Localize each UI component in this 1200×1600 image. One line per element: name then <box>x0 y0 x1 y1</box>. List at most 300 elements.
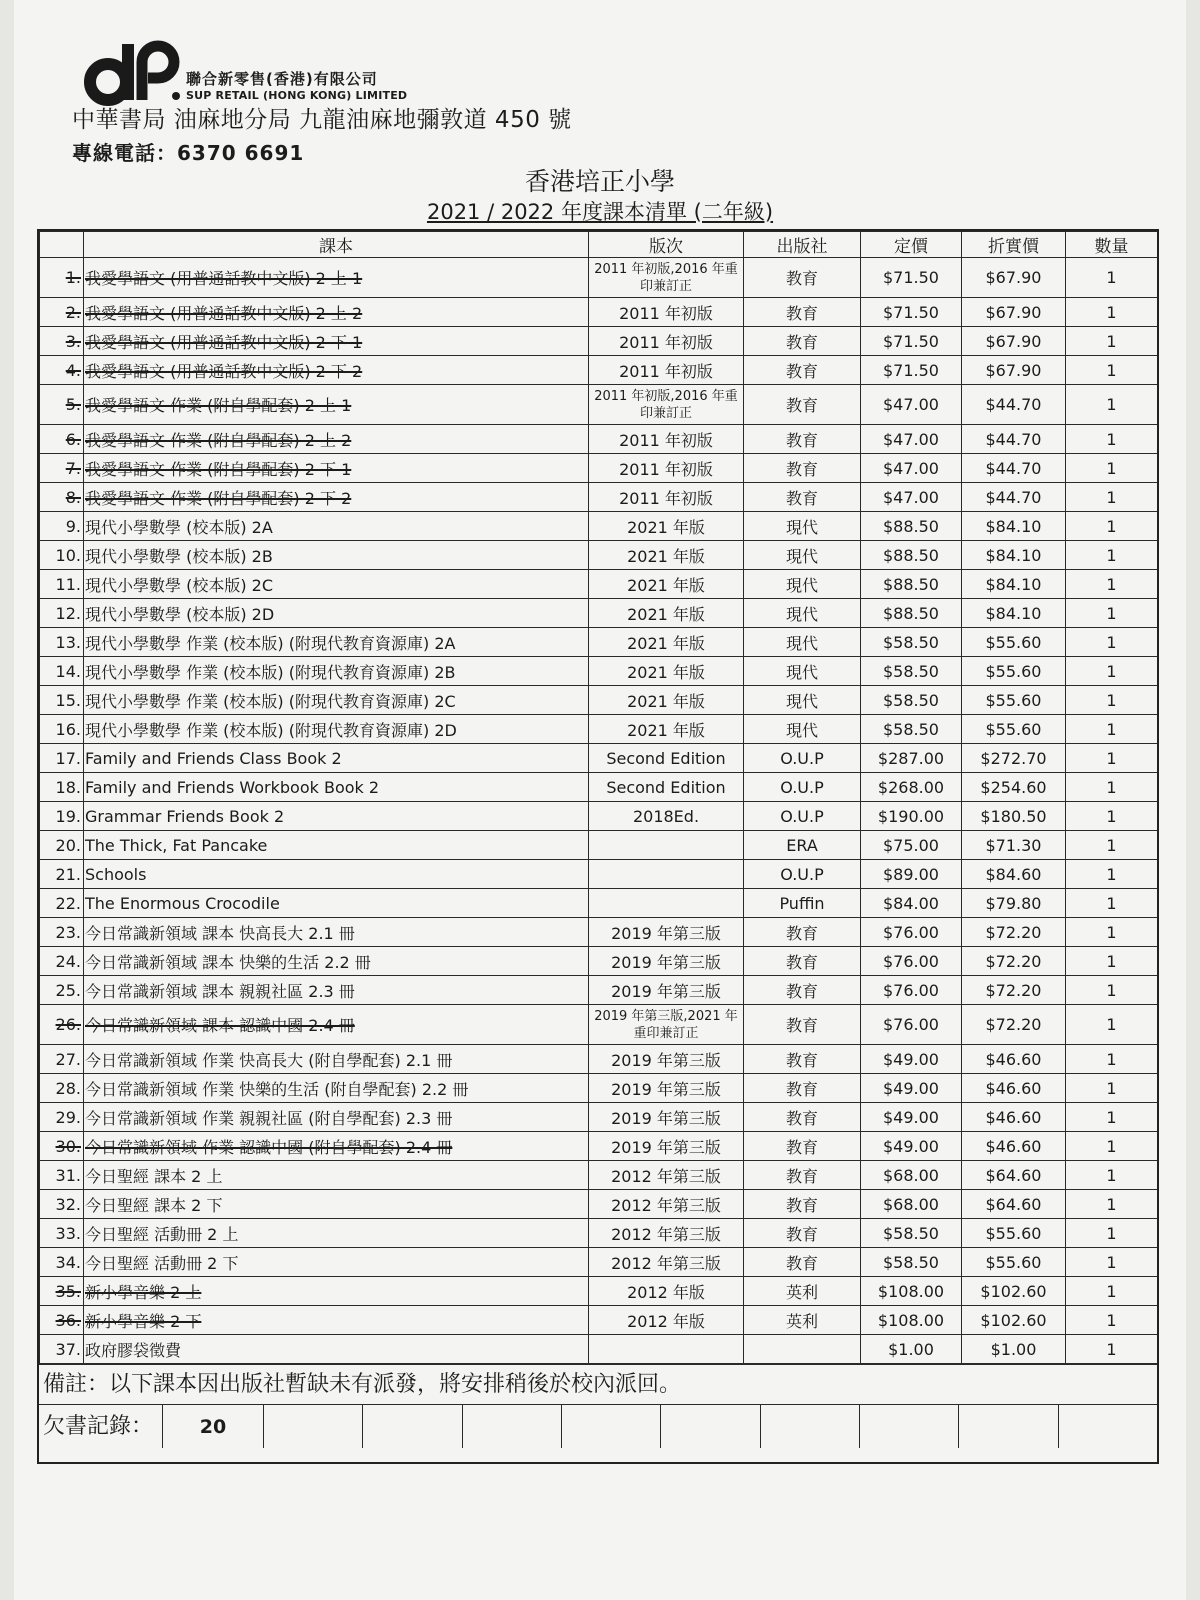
quantity-cell: 1 <box>1066 1277 1158 1306</box>
discount-price-cell: $55.60 <box>962 1219 1066 1248</box>
row-number-cell: 8. <box>40 483 84 512</box>
book-title-cell: The Thick, Fat Pancake <box>84 831 589 860</box>
hotline-number: 專線電話：6370 6691 <box>72 141 305 165</box>
column-header-price: 定價 <box>861 232 962 258</box>
edition-cell: 2021 年版 <box>589 541 744 570</box>
publisher-cell: O.U.P <box>744 802 861 831</box>
sup-logo-icon <box>84 38 184 108</box>
list-price-cell: $71.50 <box>861 258 962 298</box>
quantity-cell: 1 <box>1066 425 1158 454</box>
owed-record-row <box>39 1404 1157 1448</box>
edition-cell <box>589 860 744 889</box>
table-row <box>40 356 1158 385</box>
edition-cell: 2012 年第三版 <box>589 1219 744 1248</box>
list-price-cell: $47.00 <box>861 483 962 512</box>
row-number-cell: 10. <box>40 541 84 570</box>
list-price-cell: $49.00 <box>861 1074 962 1103</box>
row-number-cell: 7. <box>40 454 84 483</box>
book-title-cell: 我愛學語文 (用普通話教中文版) 2 上 1 <box>84 258 589 298</box>
list-price-cell: $58.50 <box>861 1248 962 1277</box>
table-row <box>40 298 1158 327</box>
edition-cell: 2021 年版 <box>589 512 744 541</box>
publisher-cell: 現代 <box>744 657 861 686</box>
list-price-cell: $75.00 <box>861 831 962 860</box>
edition-cell: 2021 年版 <box>589 599 744 628</box>
company-name-english: SUP RETAIL (HONG KONG) LIMITED <box>186 89 408 102</box>
publisher-cell: 教育 <box>744 918 861 947</box>
list-price-cell: $47.00 <box>861 385 962 425</box>
publisher-cell: 教育 <box>744 454 861 483</box>
row-number-cell: 29. <box>40 1103 84 1132</box>
publisher-cell: 教育 <box>744 1005 861 1045</box>
owed-record-cell <box>264 1405 363 1448</box>
table-row <box>40 541 1158 570</box>
publisher-cell: O.U.P <box>744 773 861 802</box>
column-header-discount: 折實價 <box>962 232 1066 258</box>
list-price-cell: $47.00 <box>861 425 962 454</box>
edition-cell <box>589 889 744 918</box>
list-price-cell: $108.00 <box>861 1306 962 1335</box>
discount-price-cell: $67.90 <box>962 258 1066 298</box>
table-row <box>40 1190 1158 1219</box>
row-number-cell: 35. <box>40 1277 84 1306</box>
quantity-cell: 1 <box>1066 744 1158 773</box>
list-price-cell: $49.00 <box>861 1132 962 1161</box>
edition-cell: 2011 年初版,2016 年重印兼訂正 <box>589 258 744 298</box>
list-price-cell: $58.50 <box>861 657 962 686</box>
owed-record-cell <box>860 1405 959 1448</box>
publisher-cell: 教育 <box>744 1219 861 1248</box>
discount-price-cell: $254.60 <box>962 773 1066 802</box>
discount-price-cell: $44.70 <box>962 385 1066 425</box>
quantity-cell: 1 <box>1066 1335 1158 1364</box>
book-title-cell: 今日聖經 活動冊 2 上 <box>84 1219 589 1248</box>
discount-price-cell: $72.20 <box>962 947 1066 976</box>
book-title-cell: 現代小學數學 (校本版) 2D <box>84 599 589 628</box>
discount-price-cell: $79.80 <box>962 889 1066 918</box>
edition-cell: 2012 年版 <box>589 1306 744 1335</box>
discount-price-cell: $102.60 <box>962 1306 1066 1335</box>
publisher-cell: 教育 <box>744 1248 861 1277</box>
quantity-cell: 1 <box>1066 1248 1158 1277</box>
publisher-cell: 現代 <box>744 512 861 541</box>
quantity-cell: 1 <box>1066 918 1158 947</box>
quantity-cell: 1 <box>1066 512 1158 541</box>
quantity-cell: 1 <box>1066 686 1158 715</box>
book-list-table <box>39 231 1158 1364</box>
list-price-cell: $190.00 <box>861 802 962 831</box>
publisher-cell: 教育 <box>744 356 861 385</box>
row-number-cell: 23. <box>40 918 84 947</box>
edition-cell: 2011 年初版 <box>589 356 744 385</box>
quantity-cell: 1 <box>1066 356 1158 385</box>
publisher-cell: 現代 <box>744 628 861 657</box>
quantity-cell: 1 <box>1066 947 1158 976</box>
discount-price-cell: $84.10 <box>962 570 1066 599</box>
row-number-cell: 2. <box>40 298 84 327</box>
publisher-cell: 現代 <box>744 541 861 570</box>
book-list-sheet <box>37 229 1159 1464</box>
row-number-cell: 32. <box>40 1190 84 1219</box>
table-row <box>40 1074 1158 1103</box>
owed-record-label: 欠書記錄： <box>39 1405 163 1448</box>
quantity-cell: 1 <box>1066 1132 1158 1161</box>
list-price-cell: $58.50 <box>861 686 962 715</box>
owed-record-cell <box>959 1405 1058 1448</box>
list-price-cell: $1.00 <box>861 1335 962 1364</box>
book-rows <box>40 258 1158 1364</box>
publisher-cell: Puffin <box>744 889 861 918</box>
list-price-cell: $71.50 <box>861 327 962 356</box>
edition-cell: 2021 年版 <box>589 628 744 657</box>
discount-price-cell: $72.20 <box>962 918 1066 947</box>
discount-price-cell: $84.10 <box>962 541 1066 570</box>
list-price-cell: $88.50 <box>861 570 962 599</box>
list-price-cell: $76.00 <box>861 1005 962 1045</box>
edition-cell: 2011 年初版,2016 年重印兼訂正 <box>589 385 744 425</box>
discount-price-cell: $180.50 <box>962 802 1066 831</box>
edition-cell: 2019 年第三版 <box>589 918 744 947</box>
quantity-cell: 1 <box>1066 570 1158 599</box>
table-row <box>40 1248 1158 1277</box>
edition-cell: 2011 年初版 <box>589 327 744 356</box>
book-title-cell: 今日常識新領域 課本 快高長大 2.1 冊 <box>84 918 589 947</box>
company-name-chinese: 聯合新零售(香港)有限公司 <box>186 70 378 88</box>
owed-record-cell <box>761 1405 860 1448</box>
book-title-cell: 今日聖經 活動冊 2 下 <box>84 1248 589 1277</box>
owed-record-cell <box>562 1405 661 1448</box>
book-title-cell: 今日常識新領域 課本 認識中國 2.4 冊 <box>84 1005 589 1045</box>
discount-price-cell: $64.60 <box>962 1190 1066 1219</box>
book-title-cell: 新小學音樂 2 上 <box>84 1277 589 1306</box>
discount-price-cell: $72.20 <box>962 1005 1066 1045</box>
row-number-cell: 27. <box>40 1045 84 1074</box>
table-row <box>40 1005 1158 1045</box>
owed-record-cell <box>463 1405 562 1448</box>
row-number-cell: 13. <box>40 628 84 657</box>
publisher-cell: 教育 <box>744 327 861 356</box>
discount-price-cell: $46.60 <box>962 1132 1066 1161</box>
book-title-cell: 我愛學語文 (用普通話教中文版) 2 下 1 <box>84 327 589 356</box>
edition-cell: Second Edition <box>589 744 744 773</box>
discount-price-cell: $55.60 <box>962 686 1066 715</box>
table-row <box>40 918 1158 947</box>
row-number-cell: 25. <box>40 976 84 1005</box>
edition-cell <box>589 831 744 860</box>
edition-cell: 2021 年版 <box>589 686 744 715</box>
quantity-cell: 1 <box>1066 1005 1158 1045</box>
book-title-cell: 今日聖經 課本 2 下 <box>84 1190 589 1219</box>
table-row <box>40 686 1158 715</box>
row-number-cell: 26. <box>40 1005 84 1045</box>
table-row <box>40 599 1158 628</box>
quantity-cell: 1 <box>1066 802 1158 831</box>
book-title-cell: 我愛學語文 (用普通話教中文版) 2 上 2 <box>84 298 589 327</box>
row-number-cell: 19. <box>40 802 84 831</box>
list-price-cell: $84.00 <box>861 889 962 918</box>
table-row <box>40 715 1158 744</box>
quantity-cell: 1 <box>1066 298 1158 327</box>
edition-cell: 2012 年版 <box>589 1277 744 1306</box>
publisher-cell: 現代 <box>744 686 861 715</box>
table-row <box>40 802 1158 831</box>
owed-record-cell <box>661 1405 760 1448</box>
edition-cell: 2019 年第三版 <box>589 947 744 976</box>
quantity-cell: 1 <box>1066 258 1158 298</box>
column-header-quantity: 數量 <box>1066 232 1158 258</box>
table-row <box>40 425 1158 454</box>
owed-record-cell <box>1059 1405 1157 1448</box>
list-price-cell: $58.50 <box>861 628 962 657</box>
row-number-cell: 6. <box>40 425 84 454</box>
discount-price-cell: $67.90 <box>962 327 1066 356</box>
publisher-cell: 教育 <box>744 425 861 454</box>
book-title-cell: 現代小學數學 作業 (校本版) (附現代教育資源庫) 2B <box>84 657 589 686</box>
table-row <box>40 947 1158 976</box>
discount-price-cell: $46.60 <box>962 1045 1066 1074</box>
quantity-cell: 1 <box>1066 976 1158 1005</box>
list-title: 2021 / 2022 年度課本清單 (二年級) <box>426 200 774 224</box>
publisher-cell: 英利 <box>744 1277 861 1306</box>
quantity-cell: 1 <box>1066 1161 1158 1190</box>
publisher-cell: 現代 <box>744 599 861 628</box>
discount-price-cell: $84.60 <box>962 860 1066 889</box>
publisher-cell: O.U.P <box>744 744 861 773</box>
discount-price-cell: $46.60 <box>962 1074 1066 1103</box>
edition-cell: Second Edition <box>589 773 744 802</box>
discount-price-cell: $46.60 <box>962 1103 1066 1132</box>
list-price-cell: $88.50 <box>861 541 962 570</box>
branch-address: 中華書局 油麻地分局 九龍油麻地彌敦道 450 號 <box>72 107 572 133</box>
table-row <box>40 889 1158 918</box>
list-price-cell: $49.00 <box>861 1045 962 1074</box>
edition-cell: 2011 年初版 <box>589 425 744 454</box>
school-name: 香港培正小學 <box>524 167 675 196</box>
list-price-cell: $88.50 <box>861 512 962 541</box>
row-number-cell: 9. <box>40 512 84 541</box>
table-row <box>40 1045 1158 1074</box>
quantity-cell: 1 <box>1066 454 1158 483</box>
row-number-cell: 20. <box>40 831 84 860</box>
discount-price-cell: $44.70 <box>962 483 1066 512</box>
table-header-row <box>40 232 1158 258</box>
publisher-cell: 教育 <box>744 1161 861 1190</box>
discount-price-cell: $67.90 <box>962 298 1066 327</box>
quantity-cell: 1 <box>1066 657 1158 686</box>
discount-price-cell: $84.10 <box>962 599 1066 628</box>
quantity-cell: 1 <box>1066 715 1158 744</box>
book-title-cell: 今日常識新領域 作業 認識中國 (附自學配套) 2.4 冊 <box>84 1132 589 1161</box>
edition-cell: 2011 年初版 <box>589 454 744 483</box>
row-number-cell: 36. <box>40 1306 84 1335</box>
quantity-cell: 1 <box>1066 541 1158 570</box>
edition-cell: 2021 年版 <box>589 570 744 599</box>
edition-cell: 2012 年第三版 <box>589 1190 744 1219</box>
discount-price-cell: $272.70 <box>962 744 1066 773</box>
quantity-cell: 1 <box>1066 860 1158 889</box>
discount-price-cell: $44.70 <box>962 425 1066 454</box>
list-price-cell: $58.50 <box>861 1219 962 1248</box>
row-number-cell: 16. <box>40 715 84 744</box>
table-row <box>40 327 1158 356</box>
publisher-cell: 教育 <box>744 258 861 298</box>
table-row <box>40 860 1158 889</box>
discount-price-cell: $55.60 <box>962 628 1066 657</box>
edition-cell: 2012 年第三版 <box>589 1161 744 1190</box>
discount-price-cell: $71.30 <box>962 831 1066 860</box>
row-number-cell: 21. <box>40 860 84 889</box>
book-title-cell: 現代小學數學 作業 (校本版) (附現代教育資源庫) 2C <box>84 686 589 715</box>
row-number-cell: 4. <box>40 356 84 385</box>
edition-cell <box>589 1335 744 1364</box>
book-title-cell: 現代小學數學 (校本版) 2A <box>84 512 589 541</box>
edition-cell: 2018Ed. <box>589 802 744 831</box>
edition-cell: 2019 年第三版 <box>589 1103 744 1132</box>
table-row <box>40 1161 1158 1190</box>
table-row <box>40 570 1158 599</box>
list-price-cell: $268.00 <box>861 773 962 802</box>
quantity-cell: 1 <box>1066 773 1158 802</box>
book-title-cell: 今日常識新領域 作業 快樂的生活 (附自學配套) 2.2 冊 <box>84 1074 589 1103</box>
list-price-cell: $68.00 <box>861 1190 962 1219</box>
book-title-cell: 現代小學數學 (校本版) 2C <box>84 570 589 599</box>
list-price-cell: $76.00 <box>861 976 962 1005</box>
row-number-cell: 15. <box>40 686 84 715</box>
list-price-cell: $71.50 <box>861 356 962 385</box>
row-number-cell: 34. <box>40 1248 84 1277</box>
book-title-cell: 今日常識新領域 作業 快高長大 (附自學配套) 2.1 冊 <box>84 1045 589 1074</box>
row-number-cell: 1. <box>40 258 84 298</box>
book-title-cell: 我愛學語文 作業 (附自學配套) 2 上 1 <box>84 385 589 425</box>
quantity-cell: 1 <box>1066 1103 1158 1132</box>
table-row <box>40 1306 1158 1335</box>
list-price-cell: $58.50 <box>861 715 962 744</box>
row-number-cell: 31. <box>40 1161 84 1190</box>
row-number-cell: 18. <box>40 773 84 802</box>
quantity-cell: 1 <box>1066 1219 1158 1248</box>
edition-cell: 2019 年第三版 <box>589 1045 744 1074</box>
publisher-cell: 教育 <box>744 947 861 976</box>
row-number-cell: 14. <box>40 657 84 686</box>
publisher-cell: 教育 <box>744 1103 861 1132</box>
publisher-cell: 教育 <box>744 483 861 512</box>
publisher-cell: 現代 <box>744 570 861 599</box>
discount-price-cell: $84.10 <box>962 512 1066 541</box>
table-row <box>40 773 1158 802</box>
row-number-cell: 24. <box>40 947 84 976</box>
edition-cell: 2019 年第三版 <box>589 1132 744 1161</box>
quantity-cell: 1 <box>1066 628 1158 657</box>
list-price-cell: $71.50 <box>861 298 962 327</box>
book-title-cell: 現代小學數學 作業 (校本版) (附現代教育資源庫) 2A <box>84 628 589 657</box>
discount-price-cell: $64.60 <box>962 1161 1066 1190</box>
edition-cell: 2021 年版 <box>589 657 744 686</box>
edition-cell: 2021 年版 <box>589 715 744 744</box>
publisher-cell: 教育 <box>744 298 861 327</box>
table-row <box>40 831 1158 860</box>
list-price-cell: $89.00 <box>861 860 962 889</box>
list-price-cell: $88.50 <box>861 599 962 628</box>
book-title-cell: 今日聖經 課本 2 上 <box>84 1161 589 1190</box>
book-title-cell: 今日常識新領域 課本 快樂的生活 2.2 冊 <box>84 947 589 976</box>
row-number-cell: 17. <box>40 744 84 773</box>
row-number-cell: 30. <box>40 1132 84 1161</box>
quantity-cell: 1 <box>1066 1045 1158 1074</box>
discount-price-cell: $55.60 <box>962 1248 1066 1277</box>
quantity-cell: 1 <box>1066 483 1158 512</box>
discount-price-cell: $44.70 <box>962 454 1066 483</box>
discount-price-cell: $55.60 <box>962 657 1066 686</box>
publisher-cell: 英利 <box>744 1306 861 1335</box>
edition-cell: 2019 年第三版 <box>589 976 744 1005</box>
table-row <box>40 1219 1158 1248</box>
table-row <box>40 657 1158 686</box>
book-title-cell: Family and Friends Class Book 2 <box>84 744 589 773</box>
list-price-cell: $68.00 <box>861 1161 962 1190</box>
table-row <box>40 1335 1158 1364</box>
row-number-cell: 3. <box>40 327 84 356</box>
table-row <box>40 483 1158 512</box>
quantity-cell: 1 <box>1066 1074 1158 1103</box>
publisher-cell: 教育 <box>744 1132 861 1161</box>
publisher-cell: 教育 <box>744 1074 861 1103</box>
publisher-cell: ERA <box>744 831 861 860</box>
list-price-cell: $76.00 <box>861 918 962 947</box>
book-title-cell: 今日常識新領域 作業 親親社區 (附自學配套) 2.3 冊 <box>84 1103 589 1132</box>
discount-price-cell: $1.00 <box>962 1335 1066 1364</box>
remark-note: 備註：以下課本因出版社暫缺未有派發，將安排稍後於校內派回。 <box>39 1364 1157 1404</box>
book-title-cell: The Enormous Crocodile <box>84 889 589 918</box>
column-header-edition: 版次 <box>589 232 744 258</box>
edition-cell: 2011 年初版 <box>589 483 744 512</box>
book-title-cell: 我愛學語文 作業 (附自學配套) 2 下 2 <box>84 483 589 512</box>
publisher-cell: 教育 <box>744 976 861 1005</box>
quantity-cell: 1 <box>1066 385 1158 425</box>
quantity-cell: 1 <box>1066 1190 1158 1219</box>
table-row <box>40 258 1158 298</box>
discount-price-cell: $72.20 <box>962 976 1066 1005</box>
edition-cell: 2019 年第三版,2021 年重印兼訂正 <box>589 1005 744 1045</box>
publisher-cell: 教育 <box>744 1045 861 1074</box>
discount-price-cell: $67.90 <box>962 356 1066 385</box>
row-number-cell: 12. <box>40 599 84 628</box>
discount-price-cell: $55.60 <box>962 715 1066 744</box>
book-title-cell: 今日常識新領域 課本 親親社區 2.3 冊 <box>84 976 589 1005</box>
quantity-cell: 1 <box>1066 889 1158 918</box>
table-row <box>40 1132 1158 1161</box>
row-number-cell: 22. <box>40 889 84 918</box>
table-row <box>40 385 1158 425</box>
table-row <box>40 1103 1158 1132</box>
book-title-cell: Schools <box>84 860 589 889</box>
column-header-number <box>40 232 84 258</box>
table-row <box>40 454 1158 483</box>
row-number-cell: 37. <box>40 1335 84 1364</box>
quantity-cell: 1 <box>1066 831 1158 860</box>
book-title-cell: 我愛學語文 (用普通話教中文版) 2 下 2 <box>84 356 589 385</box>
book-title-cell: 新小學音樂 2 下 <box>84 1306 589 1335</box>
quantity-cell: 1 <box>1066 327 1158 356</box>
quantity-cell: 1 <box>1066 599 1158 628</box>
discount-price-cell: $102.60 <box>962 1277 1066 1306</box>
book-title-cell: 現代小學數學 (校本版) 2B <box>84 541 589 570</box>
book-title-cell: Family and Friends Workbook Book 2 <box>84 773 589 802</box>
table-row <box>40 744 1158 773</box>
table-row <box>40 628 1158 657</box>
book-title-cell: 我愛學語文 作業 (附自學配套) 2 上 2 <box>84 425 589 454</box>
publisher-cell <box>744 1335 861 1364</box>
publisher-cell: O.U.P <box>744 860 861 889</box>
